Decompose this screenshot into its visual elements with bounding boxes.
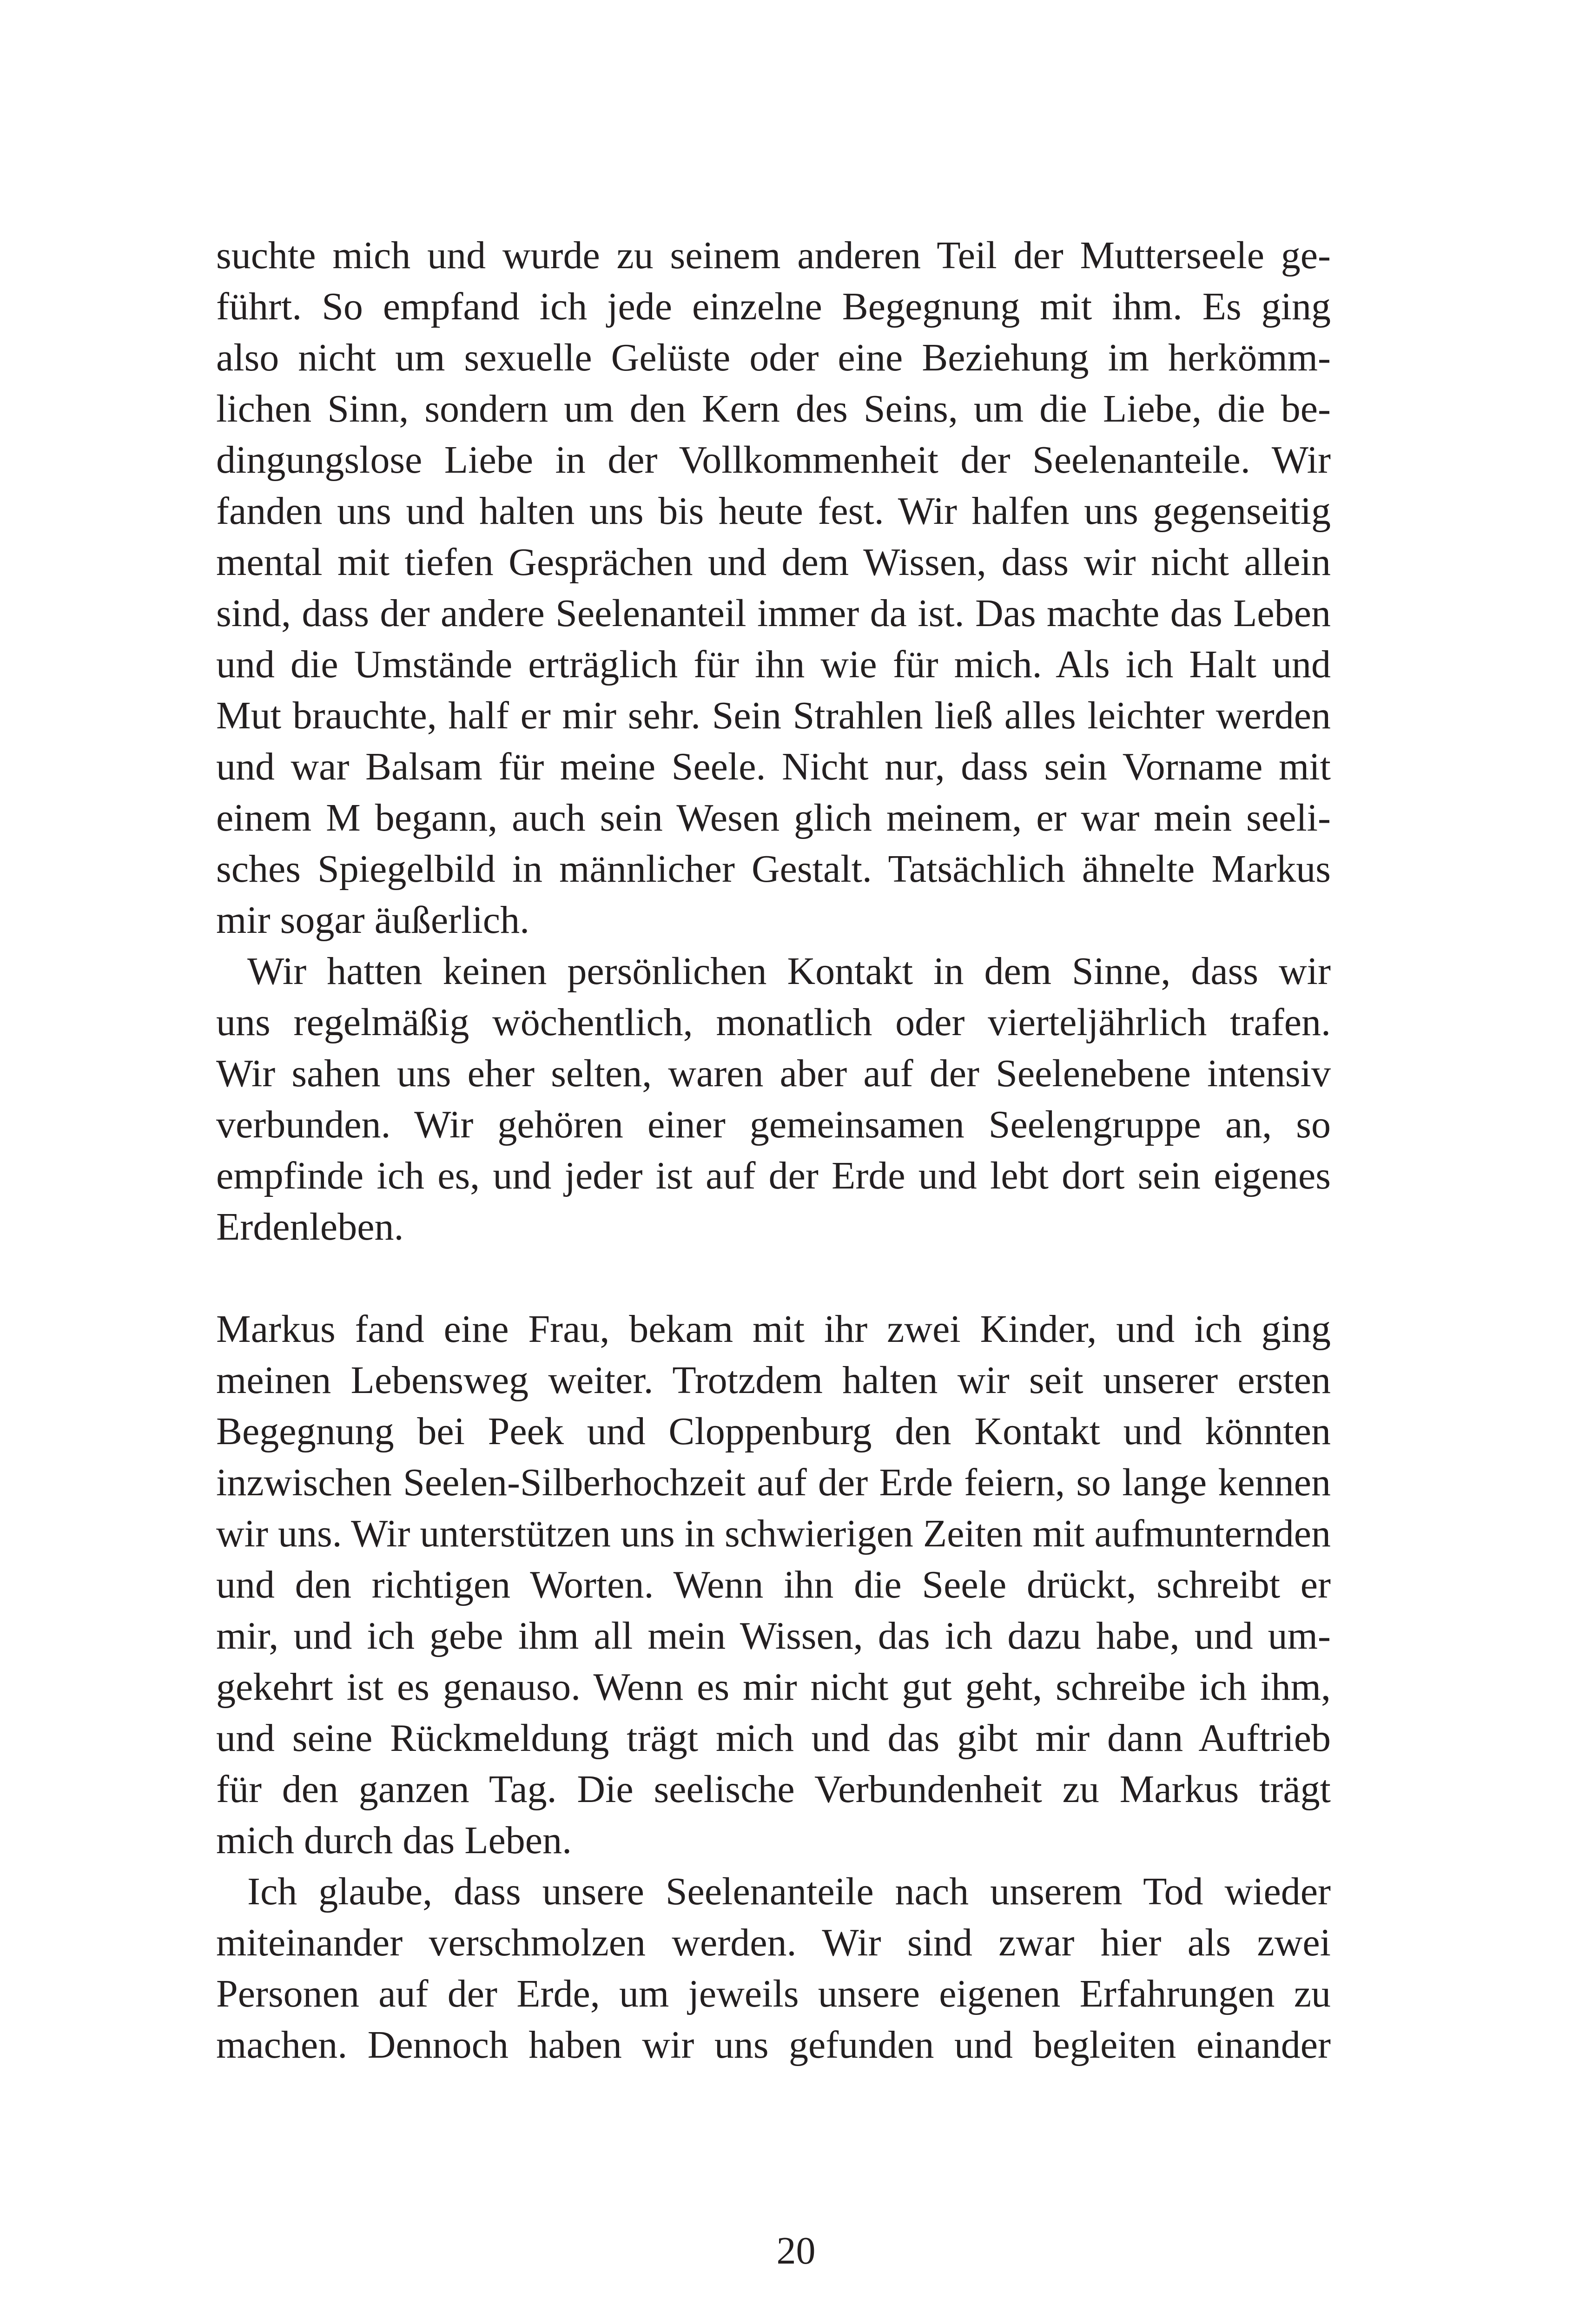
text-line: Wir hatten keinen persönlichen Kontakt in dem Sinne, dass wir — [247, 950, 1331, 993]
text-line: inzwischen Seelen-Silberhochzeit auf der Erde feiern, so lange kennen — [216, 1461, 1331, 1504]
text-line: lichen Sinn, sondern um den Kern des Seins, um die Liebe, die be- — [216, 387, 1331, 430]
text-line: Mut brauchte, half er mir sehr. Sein Strahlen ließ alles leichter werden — [216, 694, 1331, 737]
text-line: und die Umstände erträglich für ihn wie für mich. Als ich Halt und — [216, 643, 1331, 686]
text-line: einem M begann, auch sein Wesen glich meinem, er war mein seeli- — [216, 796, 1331, 839]
text-line: mich durch das Leben. — [216, 1819, 572, 1862]
text-line: Ich glaube, dass unsere Seelenanteile nach unserem Tod wieder — [247, 1870, 1331, 1913]
text-line: und den richtigen Worten. Wenn ihn die Seele drückt, schreibt er — [216, 1563, 1331, 1606]
text-line: sind, dass der andere Seelenanteil immer da ist. Das machte das Leben — [216, 592, 1331, 635]
text-line: wir uns. Wir unterstützen uns in schwierigen Zeiten mit aufmunternden — [216, 1512, 1331, 1555]
text-line: gekehrt ist es genauso. Wenn es mir nicht gut geht, schreibe ich ihm, — [216, 1665, 1331, 1709]
text-line: empfinde ich es, und jeder ist auf der Erde und lebt dort sein eigenes — [216, 1154, 1331, 1197]
text-line: miteinander verschmolzen werden. Wir sind zwar hier als zwei — [216, 1921, 1331, 1964]
text-line: Markus fand eine Frau, bekam mit ihr zwei Kinder, und ich ging — [216, 1307, 1331, 1351]
text-line: Erdenleben. — [216, 1205, 404, 1248]
text-line: führt. So empfand ich jede einzelne Begegnung mit ihm. Es ging — [216, 285, 1331, 328]
text-line: sches Spiegelbild in männlicher Gestalt. Tatsächlich ähnelte Markus — [216, 847, 1331, 891]
page-number: 20 — [776, 2229, 816, 2272]
text-line: Personen auf der Erde, um jeweils unsere eigenen Erfahrungen zu — [216, 1972, 1331, 2015]
text-line: uns regelmäßig wöchentlich, monatlich oder vierteljährlich trafen. — [216, 1001, 1331, 1044]
text-line: fanden uns und halten uns bis heute fest. Wir halfen uns gegenseitig — [216, 489, 1331, 533]
paragraph — [216, 946, 1331, 1253]
text-line: suchte mich und wurde zu seinem anderen Teil der Mutterseele ge- — [216, 234, 1331, 277]
text-line: und war Balsam für meine Seele. Nicht nur, dass sein Vorname mit — [216, 745, 1331, 788]
paragraph — [216, 230, 1331, 946]
text-line: und seine Rückmeldung trägt mich und das gibt mir dann Auftrieb — [216, 1717, 1331, 1760]
text-line: Wir sahen uns eher selten, waren aber auf der Seelenebene intensiv — [216, 1052, 1331, 1095]
text-line: für den ganzen Tag. Die seelische Verbundenheit zu Markus trägt — [216, 1768, 1331, 1811]
text-line: verbunden. Wir gehören einer gemeinsamen Seelengruppe an, so — [216, 1103, 1331, 1146]
body-text — [216, 230, 1331, 2071]
text-line: mir sogar äußerlich. — [216, 898, 530, 942]
text-line: meinen Lebensweg weiter. Trotzdem halten wir seit unserer ersten — [216, 1359, 1331, 1402]
text-line: mental mit tiefen Gesprächen und dem Wissen, dass wir nicht allein — [216, 541, 1331, 584]
text-line: machen. Dennoch haben wir uns gefunden und begleiten einander — [216, 2023, 1331, 2067]
text-line: mir, und ich gebe ihm all mein Wissen, das ich dazu habe, und um- — [216, 1614, 1331, 1657]
paragraph — [216, 1304, 1331, 1866]
paragraph-gap — [216, 1253, 1331, 1304]
paragraph — [216, 1866, 1331, 2071]
text-line: also nicht um sexuelle Gelüste oder eine Beziehung im herkömm- — [216, 336, 1331, 379]
text-line: Begegnung bei Peek und Cloppenburg den Kontakt und könnten — [216, 1410, 1331, 1453]
text-line: dingungslose Liebe in der Vollkommenheit der Seelenanteile. Wir — [216, 438, 1331, 482]
